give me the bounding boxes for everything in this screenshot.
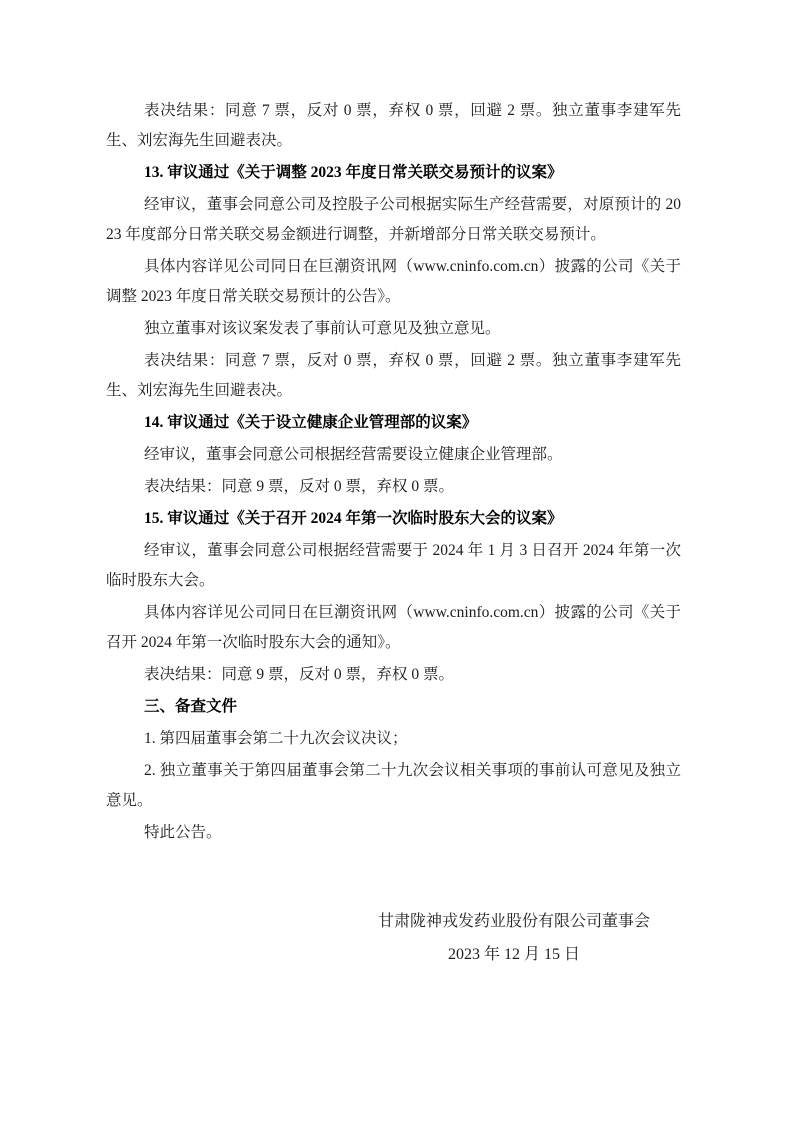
disclosure-paragraph: 具体内容详见公司同日在巨潮资讯网（www.cninfo.com.cn）披露的公司《关于调整 2023 年度日常关联交易预计的公告》。 [106, 258, 681, 305]
reference-document-item-2: 2. 独立董事关于第四届董事会第二十九次会议相关事项的事前认可意见及独立意见。 [106, 762, 681, 809]
vote-result-paragraph: 表决结果：同意 7 票，反对 0 票，弃权 0 票，回避 2 票。独立董事李建军先生、刘宏海先生回避表决。 [106, 102, 681, 149]
resolution-paragraph: 经审议，董事会同意公司根据经营需要于 2024 年 1 月 3 日召开 2024 年第一次临时股东大会。 [106, 542, 681, 589]
independent-directors-opinion-paragraph: 独立董事对该议案发表了事前认可意见及独立意见。 [144, 320, 501, 337]
closing-paragraph: 特此公告。 [144, 824, 222, 841]
section-heading-item-13: 13. 审议通过《关于调整 2023 年度日常关联交易预计的议案》 [144, 164, 563, 181]
resolution-paragraph: 经审议，董事会同意公司根据经营需要设立健康企业管理部。 [144, 446, 563, 463]
signature-company: 甘肃陇神戎发药业股份有限公司董事会 [377, 913, 650, 930]
disclosure-paragraph: 具体内容详见公司同日在巨潮资讯网（www.cninfo.com.cn）披露的公司《关于召开 2024 年第一次临时股东大会的通知》。 [106, 604, 681, 651]
reference-document-item-1: 1. 第四届董事会第二十九次会议决议； [144, 730, 408, 747]
document-body [106, 96, 681, 971]
vote-result-paragraph: 表决结果：同意 9 票，反对 0 票，弃权 0 票。 [144, 666, 455, 683]
vote-result-paragraph: 表决结果：同意 7 票，反对 0 票，弃权 0 票，回避 2 票。独立董事李建军先生、刘宏海先生回避表决。 [106, 352, 681, 399]
section-heading-item-14: 14. 审议通过《关于设立健康企业管理部的议案》 [144, 414, 478, 431]
section-heading-item-15: 15. 审议通过《关于召开 2024 年第一次临时股东大会的议案》 [144, 510, 563, 527]
signature-block [378, 905, 650, 971]
resolution-paragraph: 经审议，董事会同意公司及控股子公司根据实际生产经营需要，对原预计的 2023 年度部分日常关联交易金额进行调整，并新增部分日常关联交易预计。 [106, 196, 681, 243]
signature-date: 2023 年 12 月 15 日 [447, 946, 580, 963]
section-heading-reference-documents: 三、备查文件 [144, 698, 238, 715]
vote-result-paragraph: 表决结果：同意 9 票，反对 0 票，弃权 0 票。 [144, 478, 455, 495]
